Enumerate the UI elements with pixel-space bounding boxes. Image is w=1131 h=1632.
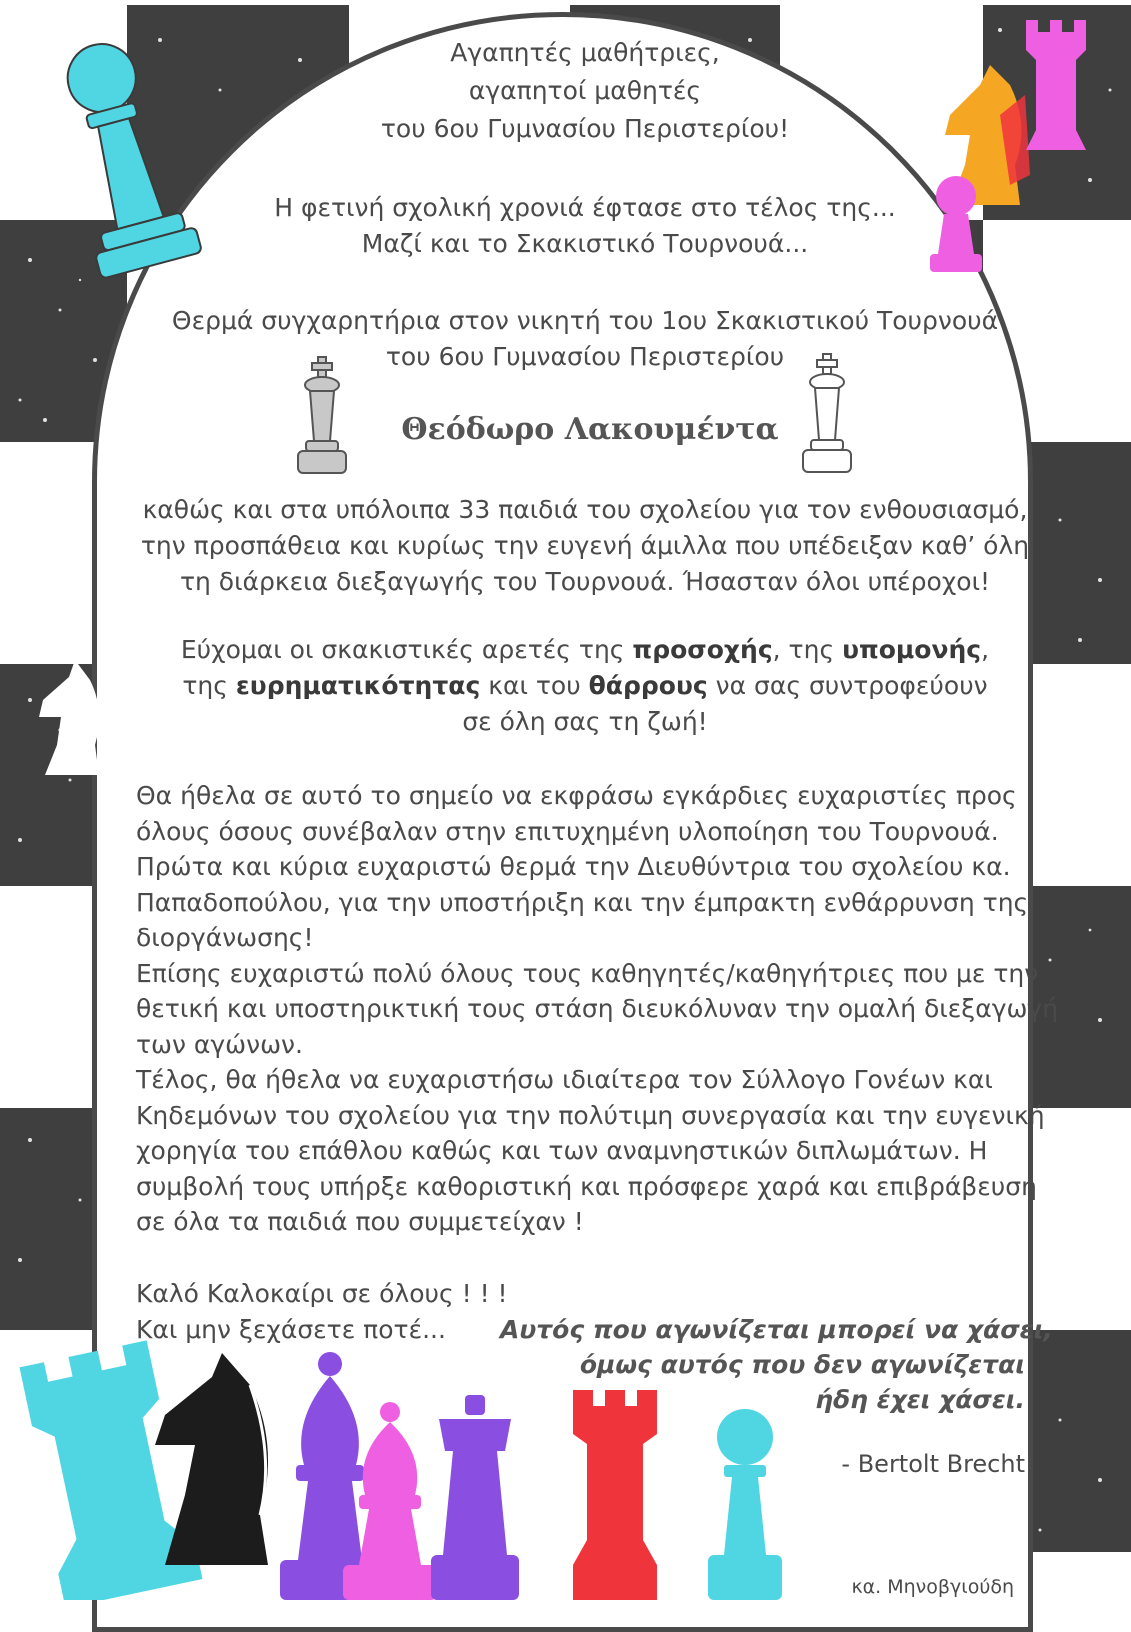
virtue-attention: προσοχής	[632, 635, 773, 664]
wish-text: να σας συντροφεύουν	[707, 671, 988, 700]
thanks-line: διοργάνωσης!	[136, 923, 314, 952]
virtue-courage: θάρρους	[588, 671, 708, 700]
paragraph-line: την προσπάθεια και κυρίως την ευγενή άμιλλα που υπέδειξαν καθ’ όλη	[140, 531, 1030, 560]
thanks-line: σε όλα τα παιδιά που συμμετείχαν !	[136, 1207, 584, 1236]
paragraph-congratulations	[100, 303, 1070, 375]
signature: κα. Μηνοβγιούδη	[851, 1576, 1014, 1598]
thanks-line: θετική και υποστηρικτική τους στάση διευκόλυναν την ομαλή διεξαγωγή	[136, 994, 1059, 1023]
thanks-line: όλους όσους συνέβαλαν στην επιτυχημένη υλοποίηση του Τουρνουά.	[136, 816, 999, 846]
paragraph-line: τη διάρκεια διεξαγωγής του Τουρνουά. Ήσασταν όλοι υπέροχοι!	[179, 567, 991, 596]
wish-line-3: σε όλη σας τη ζωή!	[462, 707, 708, 736]
quote-line: όμως αυτός που δεν αγωνίζεται	[579, 1350, 1025, 1379]
brecht-quote	[500, 1312, 1053, 1417]
closing-line: Καλό Καλοκαίρι σε όλους ! ! !	[136, 1279, 508, 1308]
quote-line: Αυτός που αγωνίζεται μπορεί να χάσει,	[500, 1315, 1053, 1344]
wish-text: και του	[480, 671, 589, 700]
thanks-line: χορηγία του επάθλου καθώς και των αναμνηστικών διπλωμάτων. Η	[136, 1136, 988, 1165]
closing-line: Και μην ξεχάσετε ποτέ...	[136, 1315, 446, 1344]
paragraph-thanks	[136, 778, 1058, 1240]
thanks-line: Πρώτα και κύρια ευχαριστώ θερμά την Διευθύντρια του σχολείου κα.	[136, 852, 1011, 881]
wish-text: ,	[981, 635, 990, 664]
thanks-line: Τέλος, θα ήθελα να ευχαριστήσω ιδιαίτερα τον Σύλλογο Γονέων και	[136, 1065, 993, 1094]
pawn-icon	[700, 1405, 790, 1600]
greeting-line: Αγαπητές μαθήτριες,	[450, 38, 720, 67]
paragraph-wish	[100, 632, 1070, 740]
virtue-ingenuity: ευρηματικότητας	[235, 671, 481, 700]
wish-line-2	[100, 668, 1070, 704]
virtue-patience: υπομονής	[842, 635, 982, 664]
greeting-line: του 6ου Γυμνασίου Περιστερίου!	[380, 114, 790, 143]
queen-icon	[425, 1395, 525, 1600]
thanks-line: Επίσης ευχαριστώ πολύ όλους τους καθηγητές/καθηγήτριες που με την	[136, 958, 1039, 988]
quote-author: - Bertolt Brecht	[841, 1450, 1025, 1478]
thanks-line: Θα ήθελα σε αυτό το σημείο να εκφράσω εγκάρδιες ευχαριστίες προς	[136, 781, 1017, 810]
thanks-line: Κηδεμόνων του σχολείου για την πολύτιμη συνεργασία και την ευγενική	[136, 1100, 1045, 1130]
thanks-line: των αγώνων.	[136, 1029, 303, 1059]
wish-text: της	[182, 671, 236, 700]
greeting-line: αγαπητοί μαθητές	[468, 76, 702, 105]
winner-name: Θεόδωρο Λακουμέντα	[401, 412, 779, 447]
thanks-line: Παπαδοπούλου, για την υποστήριξη και την έμπρακτη ενθάρρυνση της	[136, 887, 1029, 917]
rook-icon	[565, 1390, 665, 1600]
knight-icon	[35, 655, 105, 785]
quote-line: ήδη έχει χάσει.	[815, 1385, 1025, 1414]
wish-text: Εύχομαι οι σκακιστικές αρετές της	[180, 635, 633, 664]
closing-wishes	[136, 1276, 508, 1348]
greeting	[100, 34, 1070, 148]
paragraph-others	[100, 492, 1070, 600]
paragraph-line: Μαζί και το Σκακιστικό Τουρνουά...	[361, 229, 809, 258]
paragraph-line: Η φετινή σχολική χρονιά έφτασε στο τέλος της...	[274, 193, 896, 222]
paragraph-line: του 6ου Γυμνασίου Περιστερίου	[385, 342, 785, 371]
paragraph-line: Θερμά συγχαρητήρια στον νικητή του 1ου Σκακιστικού Τουρνουά	[171, 306, 999, 335]
paragraph-line: καθώς και στα υπόλοιπα 33 παιδιά του σχολείου για τον ενθουσιασμό,	[142, 495, 1028, 524]
wish-text: , της	[772, 635, 843, 664]
knight-icon	[150, 1345, 280, 1570]
wish-line-1	[100, 632, 1070, 668]
thanks-line: συμβολή τους υπήρξε καθοριστική και πρόσφερε χαρά και επιβράβευση	[136, 1171, 1037, 1201]
paragraph-end-of-year	[100, 190, 1070, 262]
